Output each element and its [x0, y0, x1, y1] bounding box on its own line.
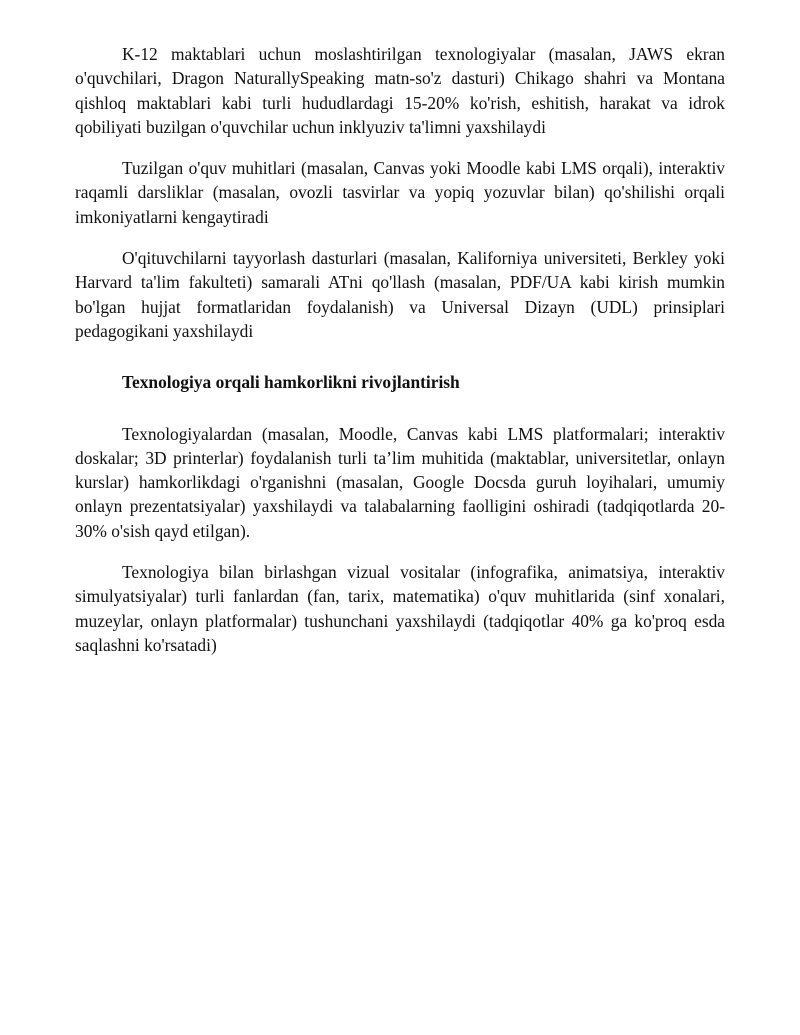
- paragraph-teacher-training: O'qituvchilarni tayyorlash dasturlari (masalan, Kaliforniya universiteti, Berkley yoki Harvard ta'lim fakulteti) samarali ATni qo'llash (masalan, PDF/UA kabi kirish mumkin bo'lgan hujjat formatlaridan foydalanish) va Universal Dizayn (UDL) prinsiplari pedagogikani yaxshilaydi: [75, 248, 725, 341]
- section-heading: Texnologiya orqali hamkorlikni rivojlantirish: [122, 372, 460, 393]
- paragraph-adaptive-technologies: K-12 maktablari uchun moslashtirilgan texnologiyalar (masalan, JAWS ekran o'quvchilari, Dragon NaturallySpeaking matn-so'z dasturi) Chikago shahri va Montana qishloq maktablari kabi turli hududlardagi 15-20% ko'rish, eshitish, harakat va idrok qobiliyati buzilgan o'quvchilar uchun inklyuziv ta'limni yaxshilaydi: [75, 44, 725, 137]
- paragraph-learning-environments: Tuzilgan o'quv muhitlari (masalan, Canvas yoki Moodle kabi LMS orqali), interaktiv raqamli darsliklar (masalan, ovozli tasvirlar va yopiq yozuvlar bilan) qo'shilishi orqali imkoniyatlarni kengaytiradi: [75, 158, 725, 227]
- paragraph-visual-aids: Texnologiya bilan birlashgan vizual vositalar (infografika, animatsiya, interaktiv simulyatsiyalar) turli fanlardan (fan, tarix, matematika) o'quv muhitlarida (sinf xonalari, muzeylar, onlayn platformalar) tushunchani yaxshilaydi (tadqiqotlar 40% ga ko'proq esda saqlashni ko'rsatadi): [75, 562, 725, 655]
- paragraph-collaboration-tools: Texnologiyalardan (masalan, Moodle, Canvas kabi LMS platformalari; interaktiv doskalar; 3D printerlar) foydalanish turli ta’lim muhitida (maktablar, universitetlar, onlayn kurslar) hamkorlikdagi o'rganishni (masalan, Google Docsda guruh loyihalari, umumiy onlayn prezentatsiyalar) yaxshilaydi va talabalarning faolligini oshiradi (tadqiqotlarda 20-30% o'sish qayd etilgan).: [75, 423, 725, 541]
